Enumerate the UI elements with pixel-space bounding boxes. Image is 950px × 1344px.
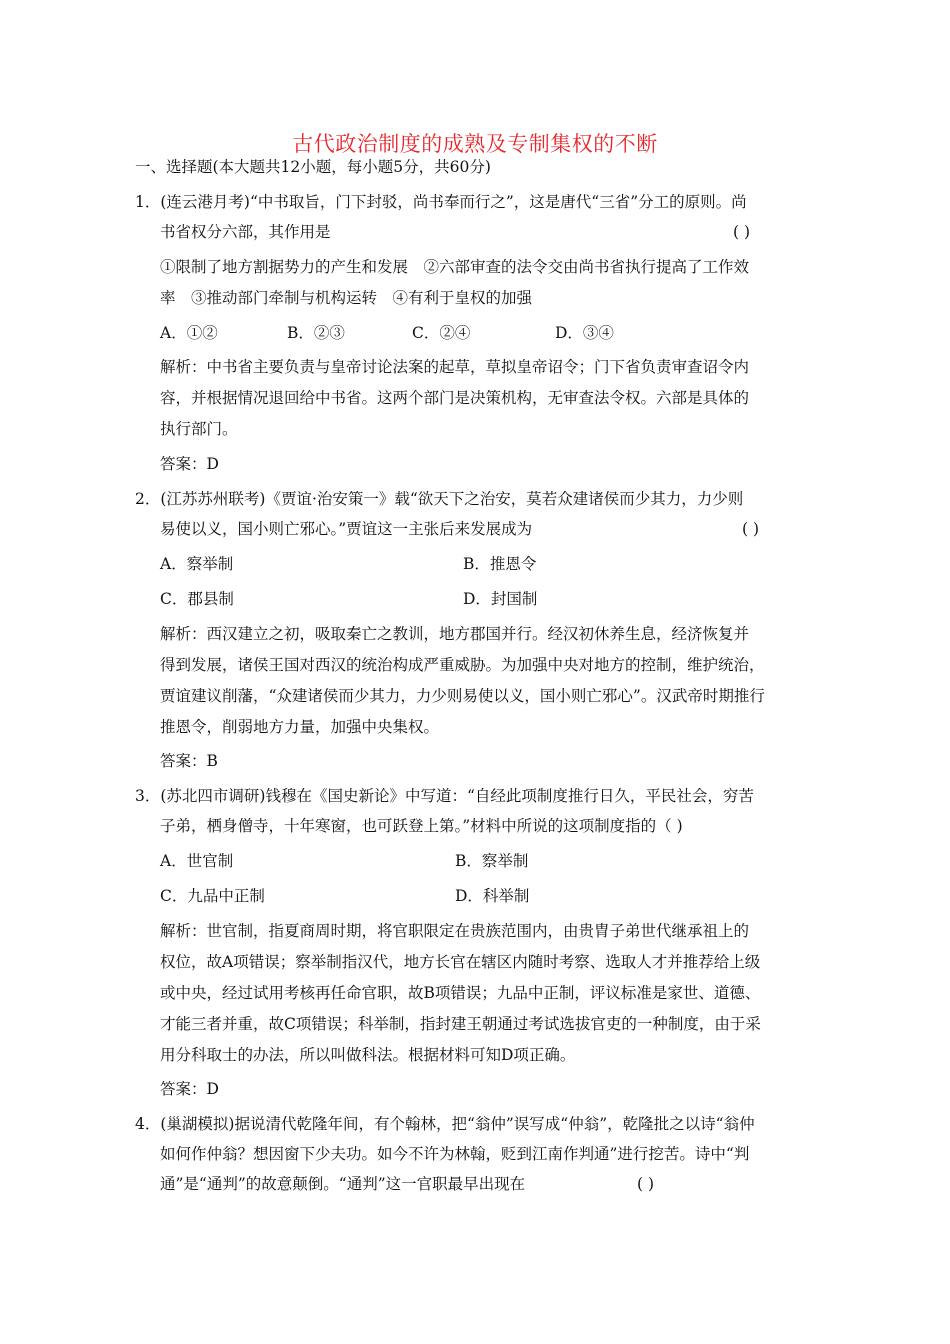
q1-stem-line-1: 1．(连云港月考)“中书取旨，门下封驳，尚书奉而行之”，这是唐代“三省”分工的原则。尚 — [135, 193, 747, 211]
q1-items-line-2: 率 ③推动部门牵制与机构运转 ④有利于皇权的加强 — [160, 289, 533, 307]
page-title: 古代政治制度的成熟及专制集权的不断 — [292, 132, 658, 156]
q3-analysis-line-2: 权位，故A项错误；察举制指汉代，地方长官在辖区内随时考察、选取人才并推荐给上级 — [160, 953, 761, 971]
q4-stem-line-2: 如何作仲翁？想因窗下少夫功。如今不许为林翰，贬到江南作判通”进行挖苦。诗中“判 — [160, 1145, 750, 1163]
q3-option-c: C．九品中正制 — [160, 887, 265, 905]
q3-option-a: A．世官制 — [160, 852, 234, 870]
q2-answer-blank: ( ) — [742, 520, 760, 538]
q1-items-line-1: ①限制了地方割据势力的产生和发展 ②六部审查的法令交由尚书省执行提高了工作效 — [160, 258, 750, 276]
q3-option-b: B．察举制 — [455, 852, 529, 870]
q1-answer: 答案：D — [160, 455, 219, 473]
q1-analysis-line-1: 解析：中书省主要负责与皇帝讨论法案的起草，草拟皇帝诏令；门下省负责审查诏令内 — [160, 358, 750, 376]
q2-option-c: C．郡县制 — [160, 590, 234, 608]
q1-option-c: C．②④ — [412, 324, 471, 342]
q1-analysis-line-3: 执行部门。 — [160, 420, 238, 438]
q1-answer-blank: ( ) — [733, 223, 751, 241]
q2-stem-line-1: 2．(江苏苏州联考)《贾谊·治安策一》载“欲天下之治安，莫若众建诸侯而少其力，力少则 — [135, 490, 744, 508]
q2-analysis-line-2: 得到发展，诸侯王国对西汉的统治构成严重威胁。为加强中央对地方的控制，维护统治， — [160, 656, 765, 674]
q2-option-b: B．推恩令 — [463, 555, 537, 573]
q4-stem-line-3: 通”是“通判”的故意颠倒。“通判”这一官职最早出现在 — [160, 1175, 526, 1193]
q3-analysis-line-3: 或中央，经过试用考核再任命官职，故B项错误；九品中正制，评议标准是家世、道德、 — [160, 984, 761, 1002]
q4-stem-line-1: 4．(巢湖模拟)据说清代乾隆年间，有个翰林，把“翁仲”误写成“仲翁”，乾隆批之以诗“翁仲 — [135, 1115, 755, 1133]
q3-answer: 答案：D — [160, 1080, 219, 1098]
q3-analysis-line-4: 才能三者并重，故C项错误；科举制，指封建王朝通过考试选拔官吏的一种制度，由于采 — [160, 1015, 761, 1033]
q3-option-d: D．科举制 — [455, 887, 530, 905]
q3-stem-line-2: 子弟，栖身僧寺，十年寒窗，也可跃登上第。”材料中所说的这项制度指的（ ) — [160, 817, 683, 835]
q3-stem-line-1: 3．(苏北四市调研)钱穆在《国史新论》中写道：“自经此项制度推行日久，平民社会，穷苦 — [135, 787, 754, 805]
q2-option-a: A．察举制 — [160, 555, 234, 573]
q2-answer: 答案：B — [160, 752, 218, 770]
q2-analysis-line-4: 推恩令，削弱地方力量，加强中央集权。 — [160, 718, 440, 736]
q1-option-d: D．③④ — [555, 324, 614, 342]
q3-analysis-line-1: 解析：世官制，指夏商周时期，将官职限定在贵族范围内，由贵胄子弟世代继承祖上的 — [160, 922, 750, 940]
section-heading: 一、选择题(本大题共12小题，每小题5分，共60分) — [135, 158, 491, 176]
q4-answer-blank: ( ) — [637, 1175, 655, 1193]
q1-analysis-line-2: 容，并根据情况退回给中书省。这两个部门是决策机构，无审查法令权。六部是具体的 — [160, 389, 750, 407]
q2-analysis-line-3: 贾谊建议削藩，“众建诸侯而少其力，力少则易使以义，国小则亡邪心”。汉武帝时期推行 — [160, 687, 765, 705]
q2-option-d: D．封国制 — [463, 590, 538, 608]
q2-stem-line-2: 易使以义，国小则亡邪心。”贾谊这一主张后来发展成为 — [160, 520, 533, 538]
q1-option-b: B．②③ — [287, 324, 345, 342]
q1-stem-line-2: 书省权分六部，其作用是 — [160, 223, 331, 241]
q3-analysis-line-5: 用分科取士的办法，所以叫做科法。根据材料可知D项正确。 — [160, 1046, 576, 1064]
q1-option-a: A．①② — [160, 324, 218, 342]
q2-analysis-line-1: 解析：西汉建立之初，吸取秦亡之教训，地方郡国并行。经汉初休养生息，经济恢复并 — [160, 625, 750, 643]
